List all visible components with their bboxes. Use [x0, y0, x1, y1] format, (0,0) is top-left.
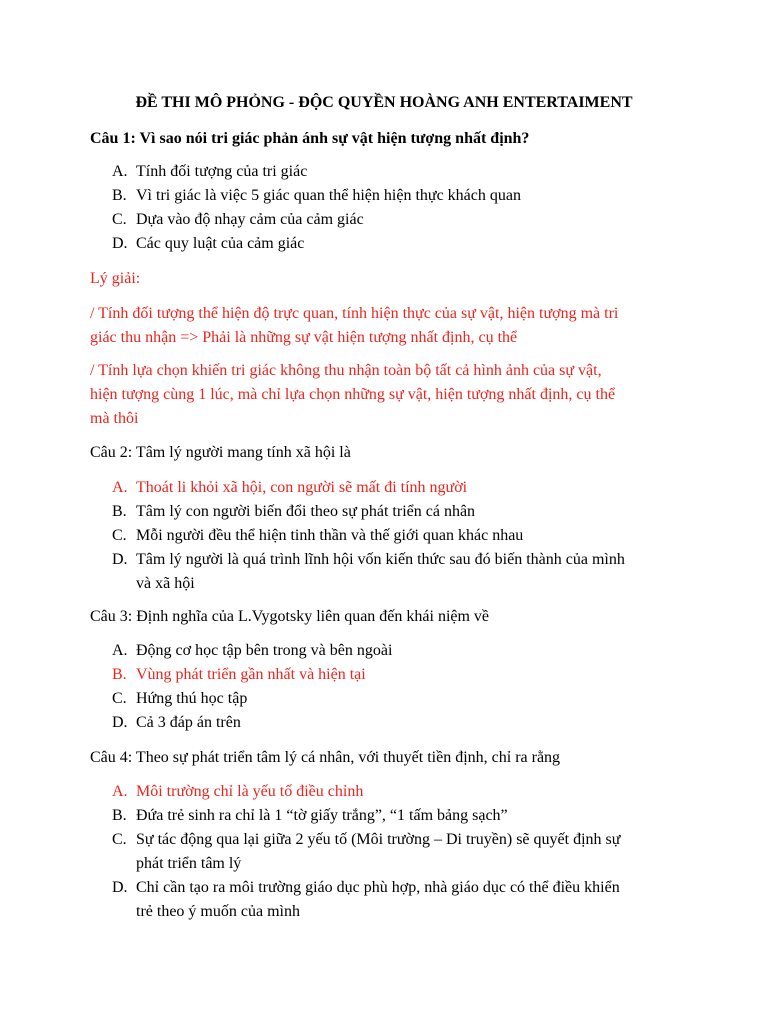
q2-option-c: C. Mỗi người đều thể hiện tinh thần và thế giới quan khác nhau [112, 527, 524, 544]
question-3: Câu 3: Định nghĩa của L.Vygotsky liên quan đến khái niệm về [90, 608, 490, 625]
q2-option-b: B. Tâm lý con người biến đổi theo sự phát triển cá nhân [112, 503, 476, 520]
question-2-options [112, 476, 692, 596]
q1-option-c: C. Dựa vào độ nhạy cảm của cảm giác [112, 211, 364, 228]
q1-option-d: D. Các quy luật của cảm giác [112, 235, 305, 252]
q4-option-a-correct: A. Môi trường chỉ là yếu tố điều chỉnh [112, 783, 364, 800]
q3-option-b-correct: B. Vùng phát triển gần nhất và hiện tại [112, 666, 366, 683]
explanation-paragraph-1 [90, 302, 690, 350]
explanation-line: / Tính đối tượng thể hiện độ trực quan, tính hiện thực của sự vật, hiện tượng mà tri [90, 305, 619, 322]
q1-option-a: A. Tính đối tượng của tri giác [112, 163, 308, 180]
explanation-paragraph-2 [90, 359, 690, 431]
q3-option-a: A. Động cơ học tập bên trong và bên ngoài [112, 642, 393, 659]
q4-option-c: C. Sự tác động qua lại giữa 2 yếu tố (Môi trường – Di truyền) sẽ quyết định sự phát triển tâm lý [112, 831, 621, 872]
explanation-line: mà thôi [90, 410, 139, 427]
explanation-line: giác thu nhận => Phải là những sự vật hiện tượng nhất định, cụ thể [90, 329, 518, 346]
question-2: Câu 2: Tâm lý người mang tính xã hội là [90, 444, 351, 461]
q3-option-c: C. Hứng thú học tập [112, 690, 248, 707]
question-1-options [112, 160, 692, 256]
question-3-options [112, 639, 692, 735]
question-4: Câu 4: Theo sự phát triển tâm lý cá nhân, với thuyết tiền định, chỉ ra rằng [90, 749, 561, 766]
q2-option-a-correct: A. Thoát li khỏi xã hội, con người sẽ mất đi tính người [112, 479, 468, 496]
q2-option-d: D. Tâm lý người là quá trình lĩnh hội vốn kiến thức sau đó biến thành của mình và xã hội [112, 551, 625, 592]
q4-option-b: B. Đứa trẻ sinh ra chỉ là 1 “tờ giấy trắng”, “1 tấm bảng sạch” [112, 807, 508, 824]
q1-option-b: B. Vì tri giác là việc 5 giác quan thể hiện hiện thực khách quan [112, 187, 521, 204]
explanation-line: / Tính lựa chọn khiến tri giác không thu nhận toàn bộ tất cả hình ảnh của sự vật, [90, 362, 602, 379]
exam-title: ĐỀ THI MÔ PHỎNG - ĐỘC QUYỀN HOÀNG ANH ENTERTAIMENT [135, 94, 633, 111]
explanation-heading: Lý giải: [90, 270, 141, 287]
q4-option-d: D. Chỉ cần tạo ra môi trường giáo dục phù hợp, nhà giáo dục có thể điều khiển trẻ theo ý muốn của mình [112, 879, 620, 920]
explanation-line: hiện tượng cùng 1 lúc, mà chỉ lựa chọn những sự vật, hiện tượng nhất định, cụ thể [90, 386, 616, 403]
q3-option-d: D. Cả 3 đáp án trên [112, 714, 241, 731]
question-4-options [112, 780, 692, 924]
question-1: Câu 1: Vì sao nói tri giác phản ánh sự vật hiện tượng nhất định? [90, 130, 530, 147]
